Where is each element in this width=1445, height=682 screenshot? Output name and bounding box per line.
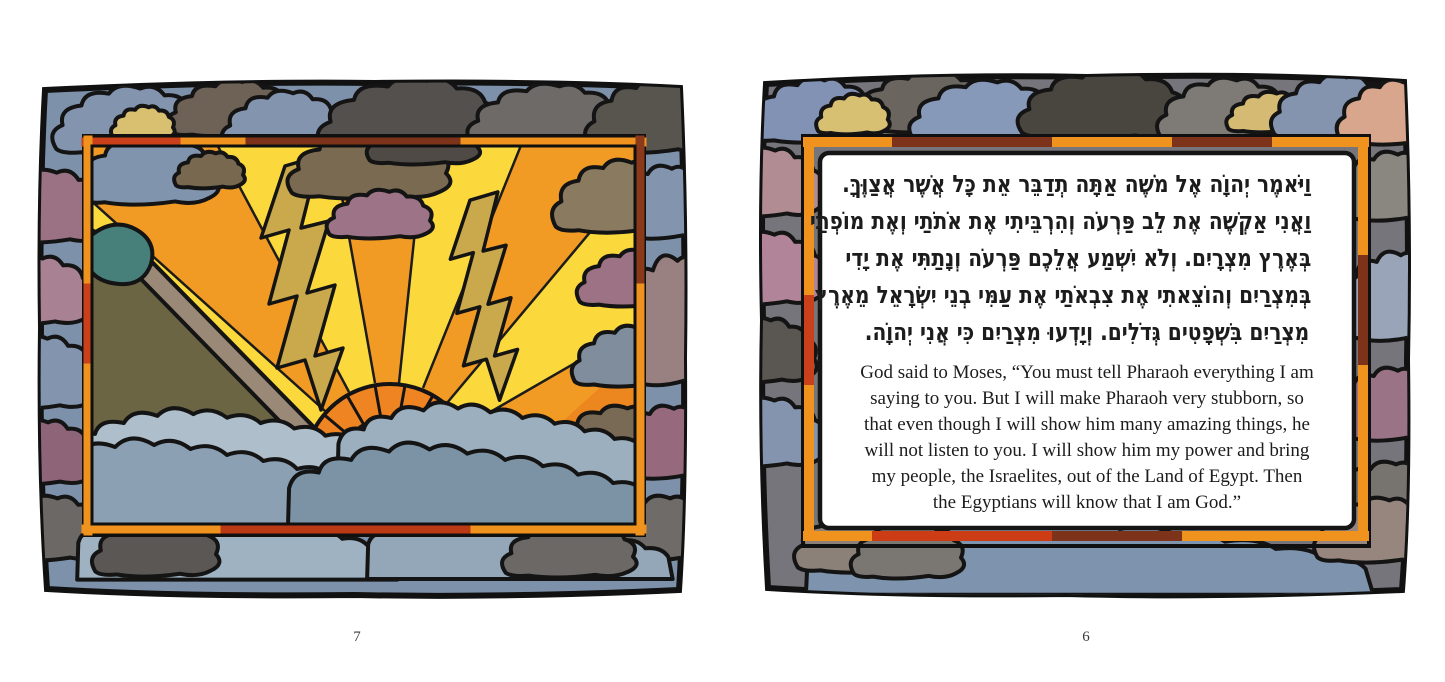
hebrew-text <box>809 166 1354 351</box>
english-text <box>820 360 1354 516</box>
english-line: saying to you. But I will make Pharaoh very stubborn, so <box>870 388 1304 409</box>
page-number-left: 7 <box>353 629 361 645</box>
english-line: my people, the Israelites, out of the Land of Egypt. Then <box>871 466 1303 487</box>
hebrew-line: וַיֹּאמֶר יְהוָֹה אֶל מֹשֶׁה אַתָּה תְדַבֵּר אֵת כָּל אֲשֶׁר אֲצַוֶּךָּ. <box>842 170 1312 198</box>
english-line: the Egyptians will know that I am God.” <box>932 492 1242 513</box>
left-page-illustration <box>35 78 688 600</box>
page-number-right: 6 <box>1082 629 1090 645</box>
english-line: that even though I will show him many amazing things, he <box>864 414 1310 435</box>
hebrew-line: וַאֲנִי אַקְשֶׁה אֶת לֵב פַּרְעֹה וְהִרְבֵּיתִי אֶת אֹתֹתַי וְאֶת מוֹפְתַי <box>809 207 1312 235</box>
text-panel <box>809 153 1354 528</box>
english-line: will not listen to you. I will show him my power and bring <box>864 440 1310 461</box>
hebrew-line: בְּמִצְרַיִם וְהוֹצֵאתִי אֶת צִבְאֹתַי אֶת עַמִּי בְנֵי יִשְׂרָאֵל מֵאֶרֶץ <box>814 281 1312 309</box>
left-page <box>35 78 688 600</box>
hebrew-line: בְּאֶרֶץ מִצְרָיִם. וְלֹא יִשְׁמַע אֲלֵכֶם פַּרְעֹה וְנָתַתִּי אֶת יָדִי <box>845 244 1312 272</box>
hebrew-line: מִצְרַיִם בִּשְׁפָטִים גְּדֹלִים. וְיָדְעוּ מִצְרַיִם כִּי אֲנִי יְהוָֹה. <box>864 318 1310 346</box>
english-line: God said to Moses, “You must tell Pharaoh everything I am <box>860 362 1314 383</box>
